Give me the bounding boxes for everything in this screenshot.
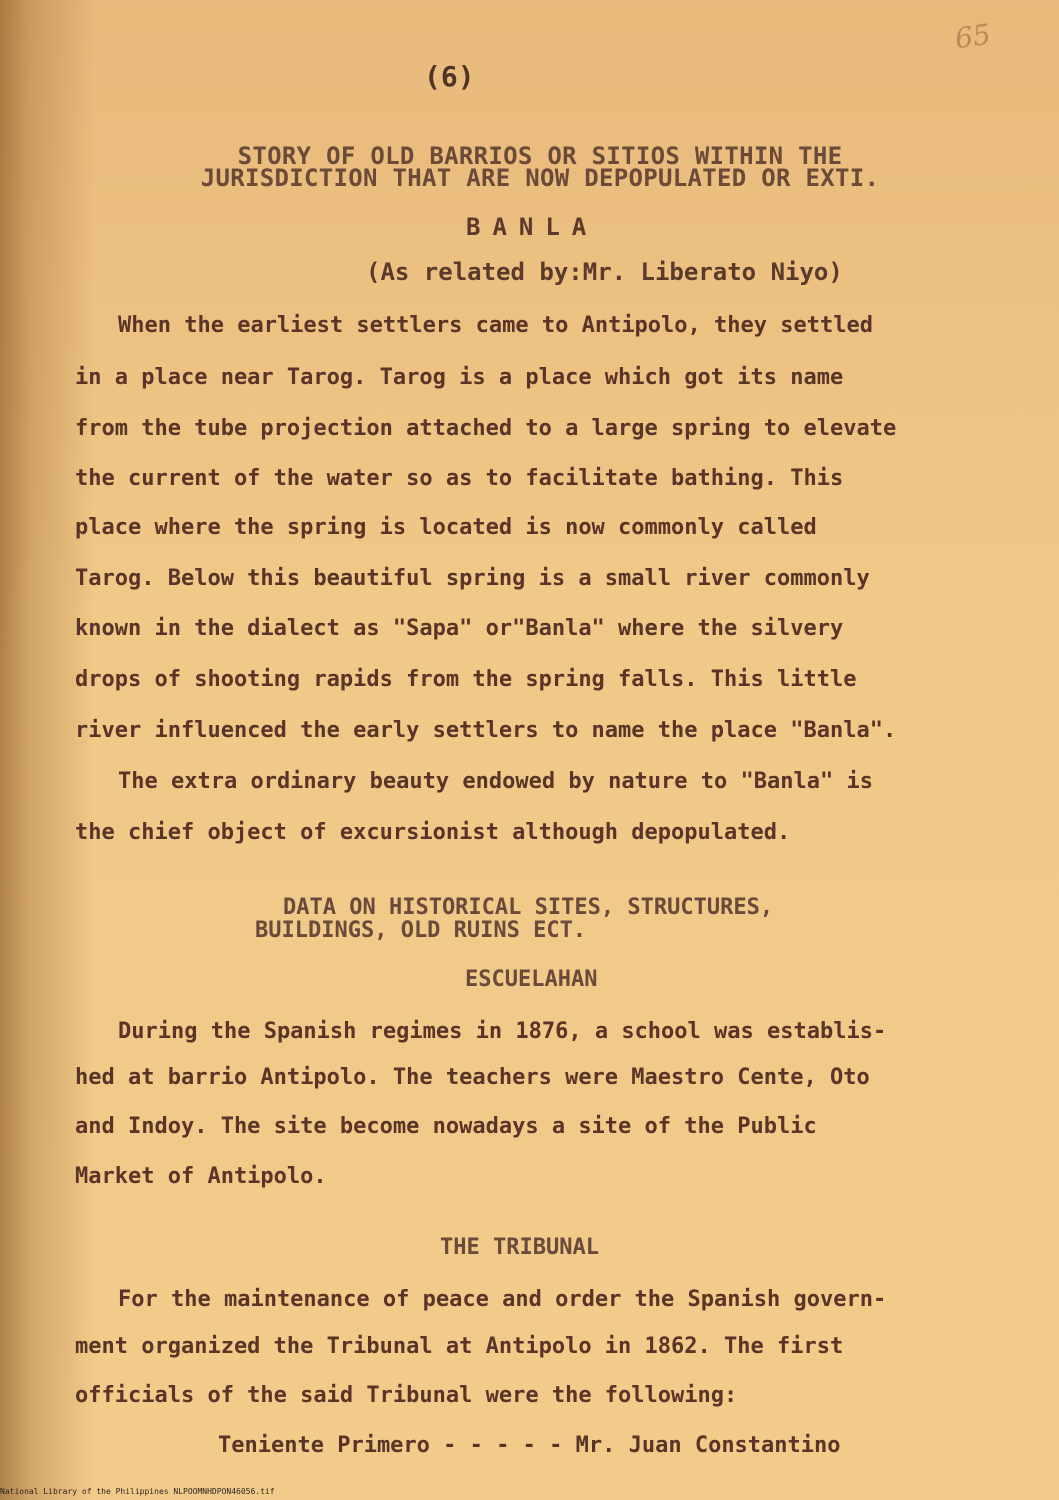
page-number: (6) bbox=[424, 60, 475, 93]
main-heading-line-1: STORY OF OLD BARRIOS OR SITIOS WITHIN THE bbox=[237, 142, 843, 170]
banla-line-2: in a place near Tarog. Tarog is a place which got its name bbox=[75, 365, 844, 390]
banla-line-8: drops of shooting rapids from the spring falls. This little bbox=[75, 667, 857, 692]
escuelahan-line-4: Market of Antipolo. bbox=[75, 1164, 327, 1189]
main-heading-line-2: JURISDICTION THAT ARE NOW DEPOPULATED OR EXTI. bbox=[200, 164, 880, 192]
banla-line-9: river influenced the early settlers to name the place "Banla". bbox=[75, 718, 897, 743]
banla-line-11: the chief object of excursionist although depopulated. bbox=[75, 820, 791, 845]
tribunal-line-2: ment organized the Tribunal at Antipolo in 1862. The first bbox=[75, 1334, 844, 1359]
related-by-line: (As related by:Mr. Liberato Niyo) bbox=[366, 258, 843, 286]
historical-sites-heading-line-2: BUILDINGS, OLD RUINS ECT. bbox=[255, 918, 587, 943]
historical-sites-heading-line-1: DATA ON HISTORICAL SITES, STRUCTURES, bbox=[283, 895, 774, 920]
tribunal-title: THE TRIBUNAL bbox=[440, 1235, 599, 1260]
banla-line-6: Tarog. Below this beautiful spring is a small river commonly bbox=[75, 566, 870, 591]
banla-line-3: from the tube projection attached to a large spring to elevate bbox=[75, 416, 897, 441]
banla-line-4: the current of the water so as to facilitate bathing. This bbox=[75, 466, 844, 491]
tribunal-line-4: Teniente Primero - - - - - Mr. Juan Constantino bbox=[218, 1433, 841, 1458]
tribunal-line-1: For the maintenance of peace and order the Spanish govern- bbox=[118, 1287, 887, 1312]
banla-line-7: known in the dialect as "Sapa" or"Banla" where the silvery bbox=[75, 616, 844, 641]
banla-line-5: place where the spring is located is now commonly called bbox=[75, 515, 817, 540]
escuelahan-line-2: hed at barrio Antipolo. The teachers were Maestro Cente, Oto bbox=[75, 1065, 870, 1090]
archive-footer: National Library of the Philippines NLPOOMNHDPON46056.tif bbox=[0, 1487, 275, 1496]
escuelahan-line-1: During the Spanish regimes in 1876, a school was establis- bbox=[118, 1019, 887, 1044]
handwritten-page-note: 65 bbox=[952, 17, 993, 56]
banla-line-10: The extra ordinary beauty endowed by nature to "Banla" is bbox=[118, 769, 873, 794]
banla-title: BANLA bbox=[466, 213, 599, 241]
escuelahan-line-3: and Indoy. The site become nowadays a site of the Public bbox=[75, 1114, 817, 1139]
banla-line-1: When the earliest settlers came to Antipolo, they settled bbox=[118, 313, 873, 338]
escuelahan-title: ESCUELAHAN bbox=[465, 967, 598, 992]
tribunal-line-3: officials of the said Tribunal were the following: bbox=[75, 1383, 738, 1408]
